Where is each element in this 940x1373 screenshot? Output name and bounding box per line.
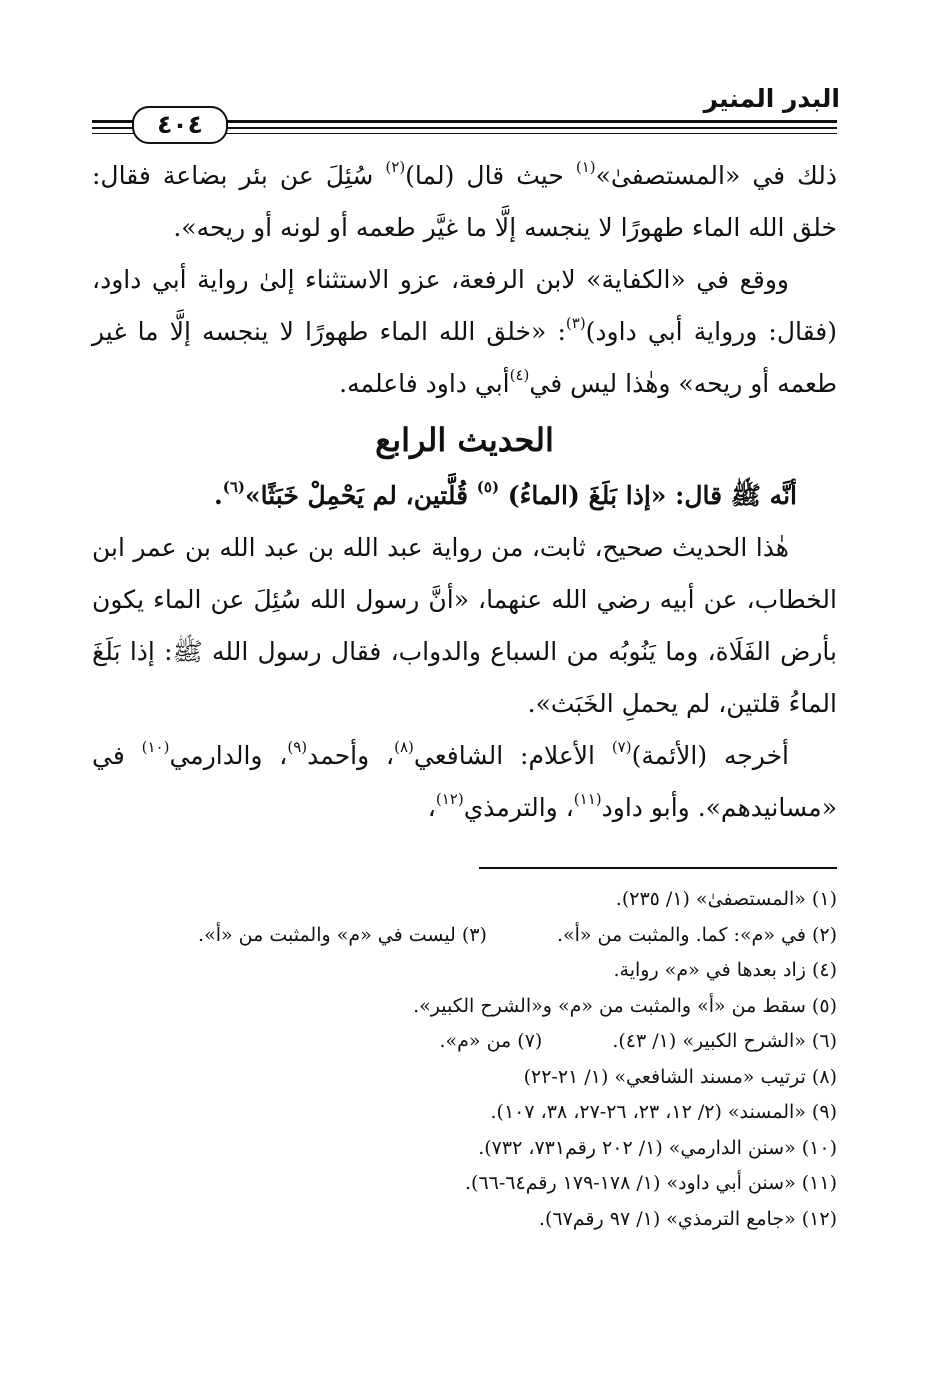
footnote-1: (١) «المستصفىٰ» (١/ ٢٣٥).	[615, 888, 837, 910]
footnote-ref[interactable]: (٥)	[476, 478, 500, 496]
hadith-quote: قُلَّتين، لم يَحْمِلْ خَبَثًا»	[245, 481, 477, 510]
text-run: ، وأحمد	[307, 741, 395, 770]
footnote-ref[interactable]: (١)	[575, 158, 596, 176]
text-run: : «خلق الله الماء طهورًا لا ينجسه إلَّا ما غير طعمه أو ريحه» وهٰذا ليس في	[92, 317, 837, 398]
footnote-9: (٩) «المسند» (٢/ ١٢، ٢٣، ٢٦-٢٧، ٣٨، ١٠٧).	[490, 1101, 837, 1123]
text-run: ، والترمذي	[463, 793, 574, 822]
paragraph-3: هٰذا الحديث صحيح، ثابت، من رواية عبد الله بن عبد الله بن عمر ابن الخطاب، عن أبيه رضي الله عنهما، «أنَّ رسول الله سُئِلَ عن الماء يكون بأرض الفَلَاة، وما يَنُوبُه من السباع والدواب، فقال رسول الله ﷺ: إذا بَلَغَ الماءُ قلتين، لم يحملِ الخَبَث».	[92, 533, 837, 718]
text-run: سُئِلَ عن بئر بضاعة فقال: خلق الله الماء طهورًا لا ينجسه إلَّا ما غيَّر طعمه أو لونه أو ريحه».	[92, 161, 837, 242]
hadith-intro: أنَّه ﷺ قال:	[666, 481, 797, 510]
footnote-12: (١٢) «جامع الترمذي» (١/ ٩٧ رقم٦٧).	[538, 1207, 837, 1230]
footnote-8: (٨) ترتيب «مسند الشافعي» (١/ ٢١-٢٢)	[523, 1065, 837, 1088]
footnote-5: (٥) سقط من «أ» والمثبت من «م» و«الشرح الكبير».	[413, 994, 837, 1017]
footnote-ref[interactable]: (٤)	[509, 366, 530, 384]
text-run: ذلك في «المستصفىٰ»	[595, 161, 837, 190]
paragraph-1	[92, 150, 837, 254]
hadith-quote: «إذا بَلَغَ (الماءُ)	[499, 481, 667, 510]
text-run: ووقع في «الكفاية» لابن الرفعة، عزو الاستثناء إلىٰ رواية أبي داود، (فقال: ورواية أبي داود)	[92, 265, 837, 346]
footnote-ref[interactable]: (٢)	[385, 158, 406, 176]
page-number-badge: ٤٠٤	[132, 106, 228, 144]
footnote-ref[interactable]: (٧)	[611, 738, 632, 756]
footnote-ref[interactable]: (١٠)	[141, 738, 170, 756]
footnote-10: (١٠) «سنن الدارمي» (١/ ٢٠٢ رقم٧٣١، ٧٣٢).	[478, 1136, 837, 1159]
text-run: حيث قال (لما)	[405, 161, 576, 190]
hadith-text	[92, 470, 837, 522]
footnote-ref[interactable]: (٩)	[287, 738, 308, 756]
footnote-6: (٦) «الشرح الكبير» (١/ ٤٣).	[612, 1030, 837, 1052]
text-run: أخرجه (الأئمة)	[631, 741, 789, 770]
running-header-title: البدر المنير	[703, 84, 840, 113]
footnotes-block	[102, 882, 837, 1237]
footnote-ref[interactable]: (١٢)	[435, 790, 464, 808]
paragraph-2	[92, 254, 837, 410]
paragraph-4	[92, 730, 837, 834]
footnote-ref[interactable]: (٦)	[222, 478, 245, 496]
footnote-ref[interactable]: (٣)	[565, 314, 586, 332]
main-text	[92, 150, 837, 834]
footnote-row-2-3	[102, 918, 837, 954]
footnote-7: (٧) من «م».	[439, 1030, 543, 1052]
text-run: ،	[427, 793, 436, 822]
footnote-3: (٣) ليست في «م» والمثبت من «أ».	[198, 923, 487, 946]
text-run: ، والدارمي	[169, 741, 288, 770]
section-title: الحديث الرابع	[375, 421, 554, 459]
footnote-11: (١١) «سنن أبي داود» (١/ ١٧٨-١٧٩ رقم٦٤-٦٦).	[465, 1172, 837, 1194]
footnote-ref[interactable]: (٨)	[394, 738, 414, 756]
text-run: في «مسانيدهم». وأبو داود	[92, 741, 837, 822]
footnote-2: (٢) في «م»: كما. والمثبت من «أ».	[556, 923, 837, 946]
text-run: .	[214, 481, 223, 510]
footnote-4: (٤) زاد بعدها في «م» رواية.	[613, 959, 837, 981]
text-run: الأعلام: الشافعي	[413, 741, 612, 770]
text-run: أبي داود فاعلمه.	[339, 369, 510, 398]
footnote-row-6-7	[102, 1024, 837, 1060]
footnote-ref[interactable]: (١١)	[573, 790, 602, 808]
footnote-separator	[479, 867, 837, 869]
